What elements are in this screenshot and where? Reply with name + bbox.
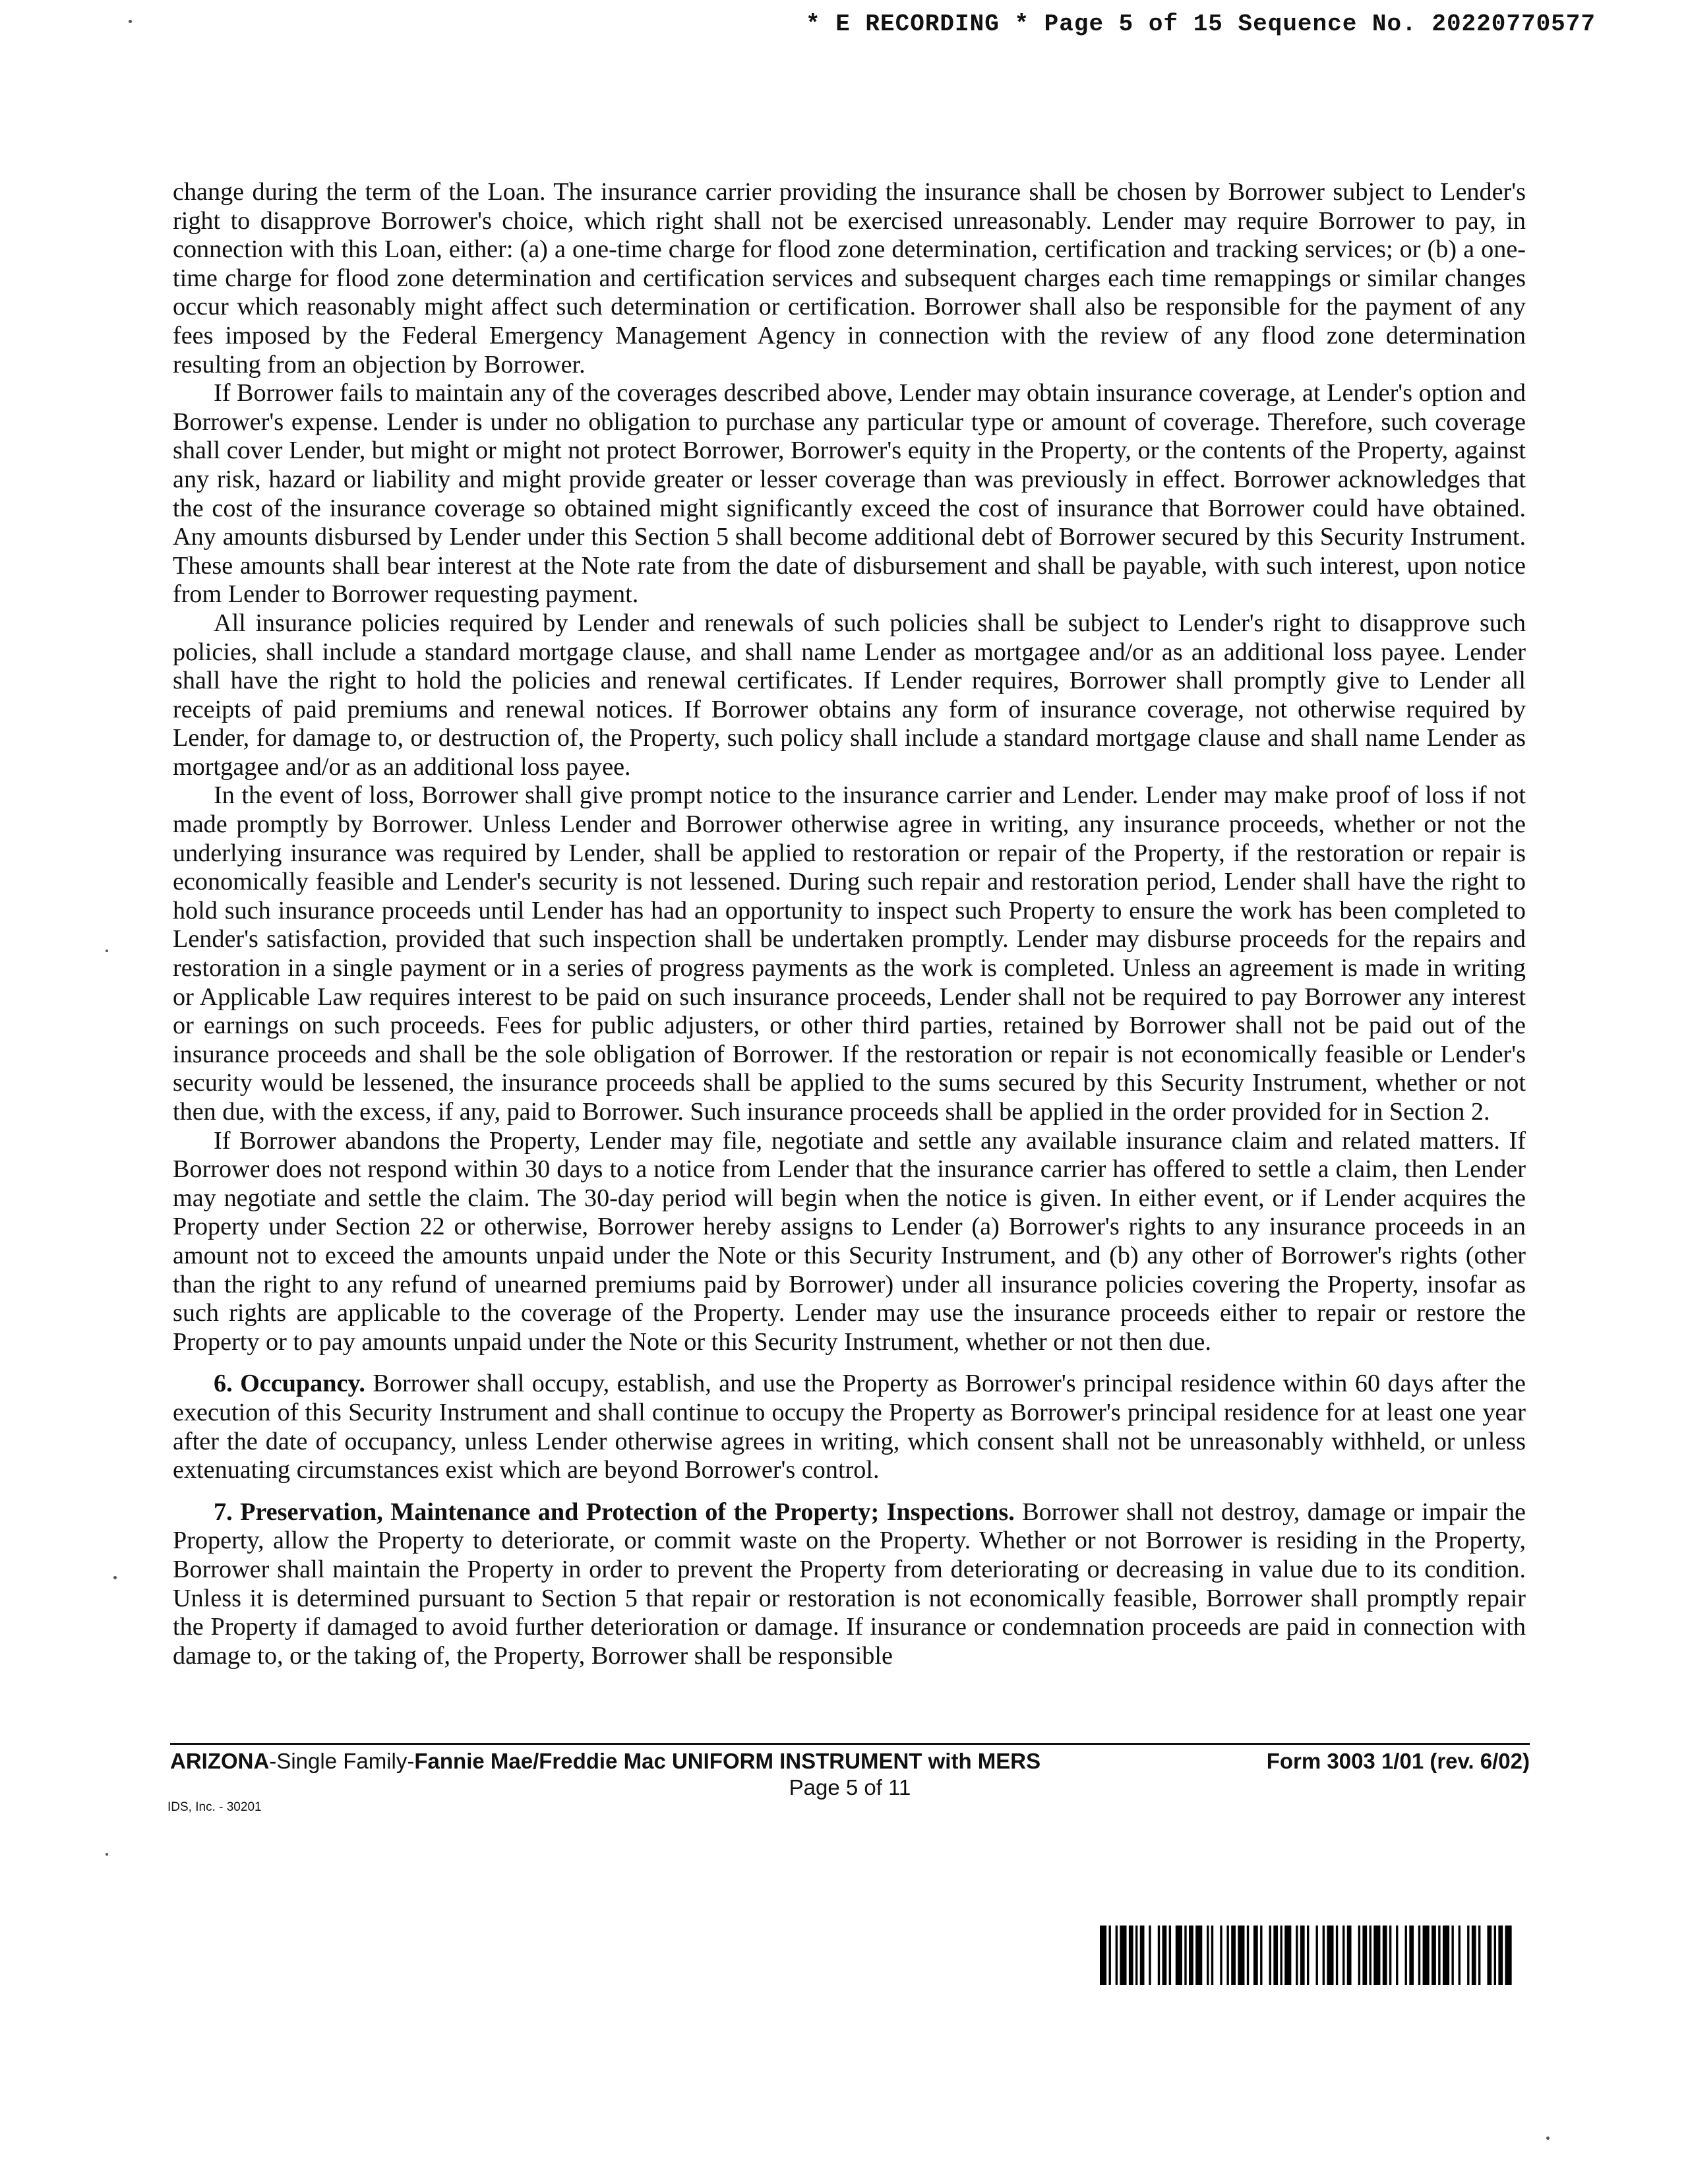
barcode-bar: [1443, 1926, 1449, 1985]
barcode-bar: [1189, 1926, 1193, 1985]
barcode-bar: [1135, 1926, 1137, 1985]
paragraph-abandonment: If Borrower abandons the Property, Lender may file, negotiate and settle any available insurance claim and related matters. If Borrower does not respond within 30 days to a notice from Lender that the insurance carrier has offered to settle a claim, then Lender may negotiate and settle the claim. The 30-day period will begin when the notice is given. In either event, or if Lender acquires the Property under Section 22 or otherwise, Borrower hereby assigns to Lender (a) Borrower's rights to any insurance proceeds in an amount not to exceed the amounts unpaid under the Note or this Security Instrument, and (b) any other of Borrower's rights (other than the right to any refund of unearned premiums paid by Borrower) under all insurance policies covering the Property, insofar as such rights are applicable to the coverage of the Property. Lender may use the insurance proceeds either to repair or restore the Property or to pay amounts unpaid under the Note or this Security Instrument, whether or not then due.: [173, 1126, 1526, 1356]
scan-speck: [106, 1853, 108, 1856]
barcode-bar: [1109, 1926, 1111, 1985]
paragraph-insurance-policies: All insurance policies required by Lender and renewals of such policies shall be subject to Lender's right to disapprove such policies, shall include a standard mortgage clause, and shall name Lender as mortgagee and/or as an additional loss payee. Lender shall have the right to hold the policies and renewal certificates. If Lender requires, Borrower shall promptly give to Lender all receipts of paid premiums and renewal notices. If Borrower obtains any form of insurance coverage, not otherwise required by Lender, for damage to, or destruction of, the Property, such policy shall include a standard mortgage clause and shall name Lender as mortgagee and/or as an additional loss payee.: [173, 609, 1526, 781]
paragraph-event-of-loss: In the event of loss, Borrower shall give prompt notice to the insurance carrier and Lender. Lender may make proof of loss if not made promptly by Borrower. Unless Lender and Borrower otherwise agree in writing, any insurance proceeds, whether or not the underlying insurance was required by Lender, shall be applied to restoration or repair of the Property, if the restoration or repair is economically feasible and Lender's security is not lessened. During such repair and restoration period, Lender shall have the right to hold such insurance proceeds until Lender has had an opportunity to inspect such Property to ensure the work has been completed to Lender's satisfaction, provided that such inspection shall be undertaken promptly. Lender may disburse proceeds for the repairs and restoration in a single payment or in a series of progress payments as the work is completed. Unless an agreement is made in writing or Applicable Law requires interest to be paid on such insurance proceeds, Lender shall not be required to pay Borrower any interest or earnings on such proceeds. Fees for public adjusters, or other third parties, retained by Borrower shall not be paid out of the insurance proceeds and shall be the sole obligation of Borrower. If the restoration or repair is not economically feasible or Lender's security would be lessened, the insurance proceeds shall be applied to the sums secured by this Security Instrument, whether or not then due, with the excess, if any, paid to Borrower. Such insurance proceeds shall be applied in the order provided for in Section 2.: [173, 781, 1526, 1126]
barcode-bar: [1238, 1926, 1244, 1985]
barcode-bar: [1316, 1926, 1318, 1985]
barcode-bar: [1184, 1926, 1186, 1985]
barcode-bar: [1273, 1926, 1278, 1985]
footer-form-title: [170, 1749, 1040, 1774]
section-6-occupancy: [173, 1370, 1526, 1484]
footer-state: ARIZONA: [170, 1749, 270, 1773]
barcode-bar: [1158, 1926, 1160, 1985]
barcode-bar: [1207, 1926, 1209, 1985]
barcode-bar: [1323, 1926, 1325, 1985]
form-footer: [170, 1743, 1530, 1800]
barcode-icon: [1100, 1926, 1514, 1985]
barcode-bar: [1487, 1926, 1492, 1985]
barcode-bar: [1116, 1926, 1118, 1985]
section-6-text: Borrower shall occupy, establish, and use the Property as Borrower's principal residence within 60 days after the execution of this Security Instrument and shall continue to occupy the Property as Borrower's principal residence for at least one year after the date of occupancy, unless Lender otherwise agrees in writing, which consent shall not be unreasonably withheld, or unless extenuating circumstances exist which are beyond Borrower's control.: [173, 1370, 1526, 1484]
barcode-bar: [1169, 1926, 1171, 1985]
barcode-bar: [1269, 1926, 1271, 1985]
barcode-bar: [1438, 1926, 1440, 1985]
barcode-bar: [1459, 1926, 1461, 1985]
scan-speck: [113, 1576, 117, 1579]
recording-header: * E RECORDING * Page 5 of 15 Sequence No. 20220770577: [806, 11, 1596, 38]
document-body: [173, 178, 1526, 1670]
barcode-bar: [1280, 1926, 1282, 1985]
barcode-bar: [1494, 1926, 1496, 1985]
barcode-bar: [1396, 1926, 1398, 1985]
footer-family-type: -Single Family-: [269, 1749, 415, 1773]
barcode-bar: [1284, 1926, 1291, 1985]
barcode-bar: [1176, 1926, 1182, 1985]
barcode-bar: [1370, 1926, 1372, 1985]
barcode-bar: [1120, 1926, 1126, 1985]
scan-speck: [129, 20, 132, 23]
barcode-bar: [1336, 1926, 1338, 1985]
barcode-bar: [1505, 1926, 1511, 1985]
barcode-bar: [1260, 1926, 1262, 1985]
barcode-bar: [1405, 1926, 1407, 1985]
scan-speck: [106, 950, 108, 952]
barcode-bar: [1100, 1926, 1106, 1985]
barcode-bar: [1226, 1926, 1228, 1985]
barcode-bar: [1498, 1926, 1503, 1985]
barcode-bar: [1342, 1926, 1344, 1985]
barcode-bar: [1195, 1926, 1202, 1985]
section-7-text: Borrower shall not destroy, damage or impair the Property, allow the Property to deteriorate, or commit waste on the Property. Whether or not Borrower is residing in the Property, Borrower shall maintain the Property in order to prevent the Property from deteriorating or decreasing in value due to its condition. Unless it is determined pursuant to Section 5 that repair or restoration is not economically feasible, Borrower shall promptly repair the Property if damaged to avoid further deterioration or damage. If insurance or condemnation proceeds are paid in connection with damage to, or the taking of, the Property, Borrower shall be responsible: [173, 1498, 1526, 1670]
barcode-bar: [1432, 1926, 1436, 1985]
barcode-bar: [1300, 1926, 1305, 1985]
barcode-bar: [1418, 1926, 1420, 1985]
footer-form-line: [170, 1743, 1530, 1774]
section-7-heading: 7. Preservation, Maintenance and Protection of the Property; Inspections.: [214, 1498, 1015, 1526]
barcode-bar: [1423, 1926, 1430, 1985]
barcode-bar: [1307, 1926, 1309, 1985]
barcode-bar: [1231, 1926, 1236, 1985]
footer-page-number: Page 5 of 11: [789, 1775, 911, 1800]
barcode-bar: [1296, 1926, 1298, 1985]
barcode-bar: [1140, 1926, 1145, 1985]
barcode-bar: [1220, 1926, 1222, 1985]
barcode-bar: [1451, 1926, 1453, 1985]
barcode-bar: [1478, 1926, 1480, 1985]
barcode-bar: [1247, 1926, 1249, 1985]
barcode-bar: [1389, 1926, 1391, 1985]
barcode-bar: [1162, 1926, 1167, 1985]
paragraph-lender-coverage: If Borrower fails to maintain any of the coverages described above, Lender may obtain insurance coverage, at Lender's option and Borrower's expense. Lender is under no obligation to purchase any particular type or amount of coverage. Therefore, such coverage shall cover Lender, but might or might not protect Borrower, Borrower's equity in the Property, or the contents of the Property, against any risk, hazard or liability and might provide greater or lesser coverage than was previously in effect. Borrower acknowledges that the cost of the insurance coverage so obtained might significantly exceed the cost of insurance that Borrower could have obtained. Any amounts disbursed by Lender under this Section 5 shall become additional debt of Borrower secured by this Security Instrument. These amounts shall bear interest at the Note rate from the date of disbursement and shall be payable, with such interest, upon notice from Lender to Borrower requesting payment.: [173, 379, 1526, 609]
barcode-bar: [1383, 1926, 1387, 1985]
barcode-bar: [1347, 1926, 1352, 1985]
footer-instrument: Fannie Mae/Freddie Mac UNIFORM INSTRUMENT with MERS: [414, 1749, 1041, 1773]
barcode-bar: [1211, 1926, 1213, 1985]
barcode-bar: [1129, 1926, 1133, 1985]
section-6-heading: 6. Occupancy.: [214, 1370, 365, 1398]
barcode-bar: [1149, 1926, 1151, 1985]
barcode-bar: [1358, 1926, 1360, 1985]
barcode-bar: [1362, 1926, 1367, 1985]
paragraph-flood-zone: change during the term of the Loan. The insurance carrier providing the insurance shall be chosen by Borrower subject to Lender's right to disapprove Borrower's choice, which right shall not be exercised unreasonably. Lender may require Borrower to pay, in connection with this Loan, either: (a) a one-time charge for flood zone determination, certification and tracking services; or (b) a one-time charge for flood zone determination and certification services and subsequent charges each time remappings or similar changes occur which reasonably might affect such determination or certification. Borrower shall also be responsible for the payment of any fees imposed by the Federal Emergency Management Agency in connection with the review of any flood zone determination resulting from an objection by Borrower.: [173, 178, 1526, 379]
barcode-bar: [1373, 1926, 1380, 1985]
barcode-bar: [1253, 1926, 1258, 1985]
barcode-bar: [1472, 1926, 1476, 1985]
vendor-code: IDS, Inc. - 30201: [167, 1800, 262, 1814]
section-7-preservation: [173, 1498, 1526, 1671]
barcode-bar: [1327, 1926, 1333, 1985]
barcode-bar: [1467, 1926, 1469, 1985]
footer-form-number: Form 3003 1/01 (rev. 6/02): [1266, 1749, 1530, 1773]
scan-speck: [1546, 2137, 1550, 2140]
barcode-bar: [1409, 1926, 1414, 1985]
